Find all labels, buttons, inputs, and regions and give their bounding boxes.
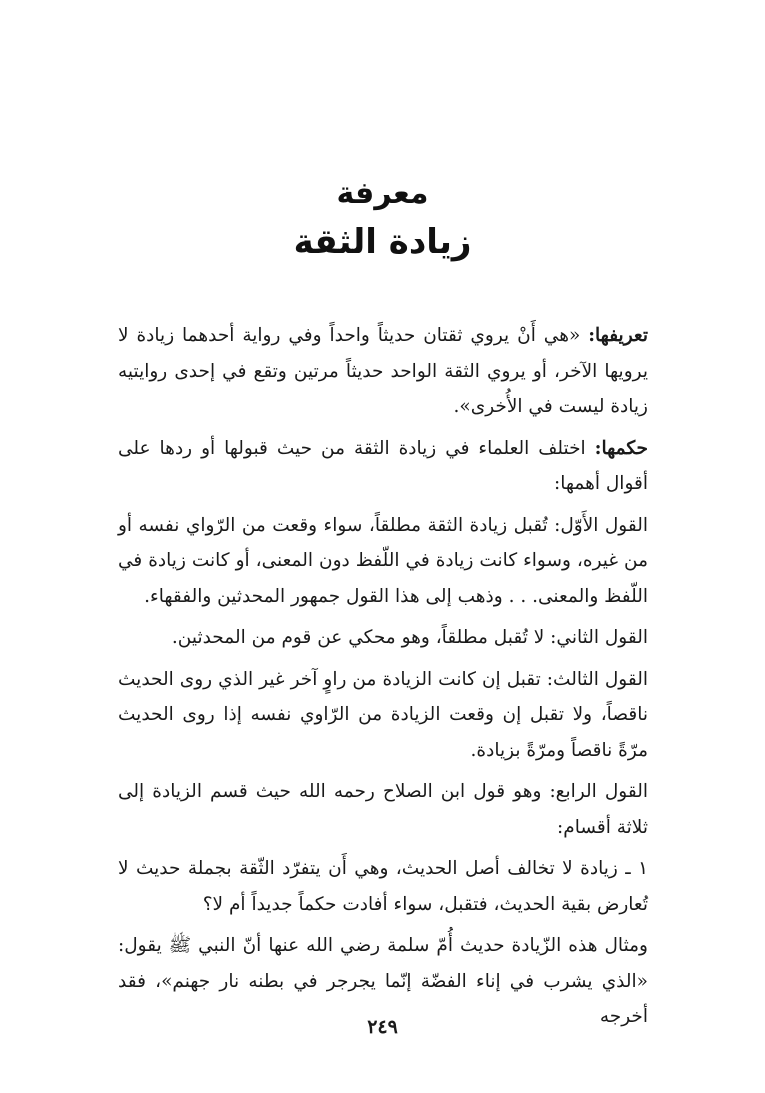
paragraph-category-one: ١ ـ زيادة لا تخالف أصل الحديث، وهي أَن يتفرّد الثّقة بجملة حديث لا تُعارض بقية الحديث، فتقبل، سواء أفادت حكماً جديداً أم لا؟: [118, 858, 648, 915]
page-title-line-1: معرفة: [336, 176, 429, 211]
paragraph-ruling: [118, 431, 648, 502]
paragraph-first-opinion: القول الأَوّل: تُقبل زيادة الثقة مطلقاً، سواء وقعت من الرّواي نفسه أو من غيره، وسواء كانت زيادة في اللّفظ دون المعنى، أو كانت زيادة في اللّفظ والمعنى. . . وذهب إلى هذا القول جمهور المحدثين والفقهاء.: [118, 514, 648, 607]
paragraph-fourth-opinion: القول الرابع: وهو قول ابن الصلاح رحمه الله حيث قسم الزيادة إلى ثلاثة أقسام:: [118, 781, 648, 838]
paragraph-second-opinion: القول الثاني: لا تُقبل مطلقاً، وهو محكي عن قوم من المحدثين.: [171, 627, 648, 648]
definition-text: «هي أَنْ يروي ثقتان حديثاً واحداً وفي رواية أحدهما زيادة لا يرويها الآخر، أو يروي الثقة الواحد حديثاً مرتين وتقع في إحدى روايتيه زيادة ليست في الأُخرى».: [118, 325, 648, 417]
paragraph-third-opinion: القول الثالث: تقبل إن كانت الزيادة من راوٍ آخر غير الذي روى الحديث ناقصاً، ولا تقبل إن وقعت الزيادة من الرّاوي نفسه إذا روى الحديث مرّةً ناقصاً ومرّةً بزيادة.: [118, 668, 648, 761]
body-text: [118, 318, 648, 1041]
paragraph-definition: [118, 318, 648, 425]
page-title-line-2: زيادة الثقة: [293, 222, 472, 262]
paragraph-example: ومثال هذه الزّيادة حديث أُمّ سلمة رضي الله عنها أنّ النبي ﷺ يقول: «الذي يشرب في إناء الفضّة إنّما يجرجر في بطنه نار جهنم»، فقد أخرجه: [118, 935, 648, 1027]
definition-heading: تعريفها:: [588, 325, 648, 346]
ruling-heading: حكمها:: [594, 437, 648, 459]
page-number: ٢٤٩: [367, 1016, 398, 1038]
ruling-text: اختلف العلماء في زيادة الثقة من حيث قبولها أو ردها على أقوال أهمها:: [118, 437, 648, 494]
